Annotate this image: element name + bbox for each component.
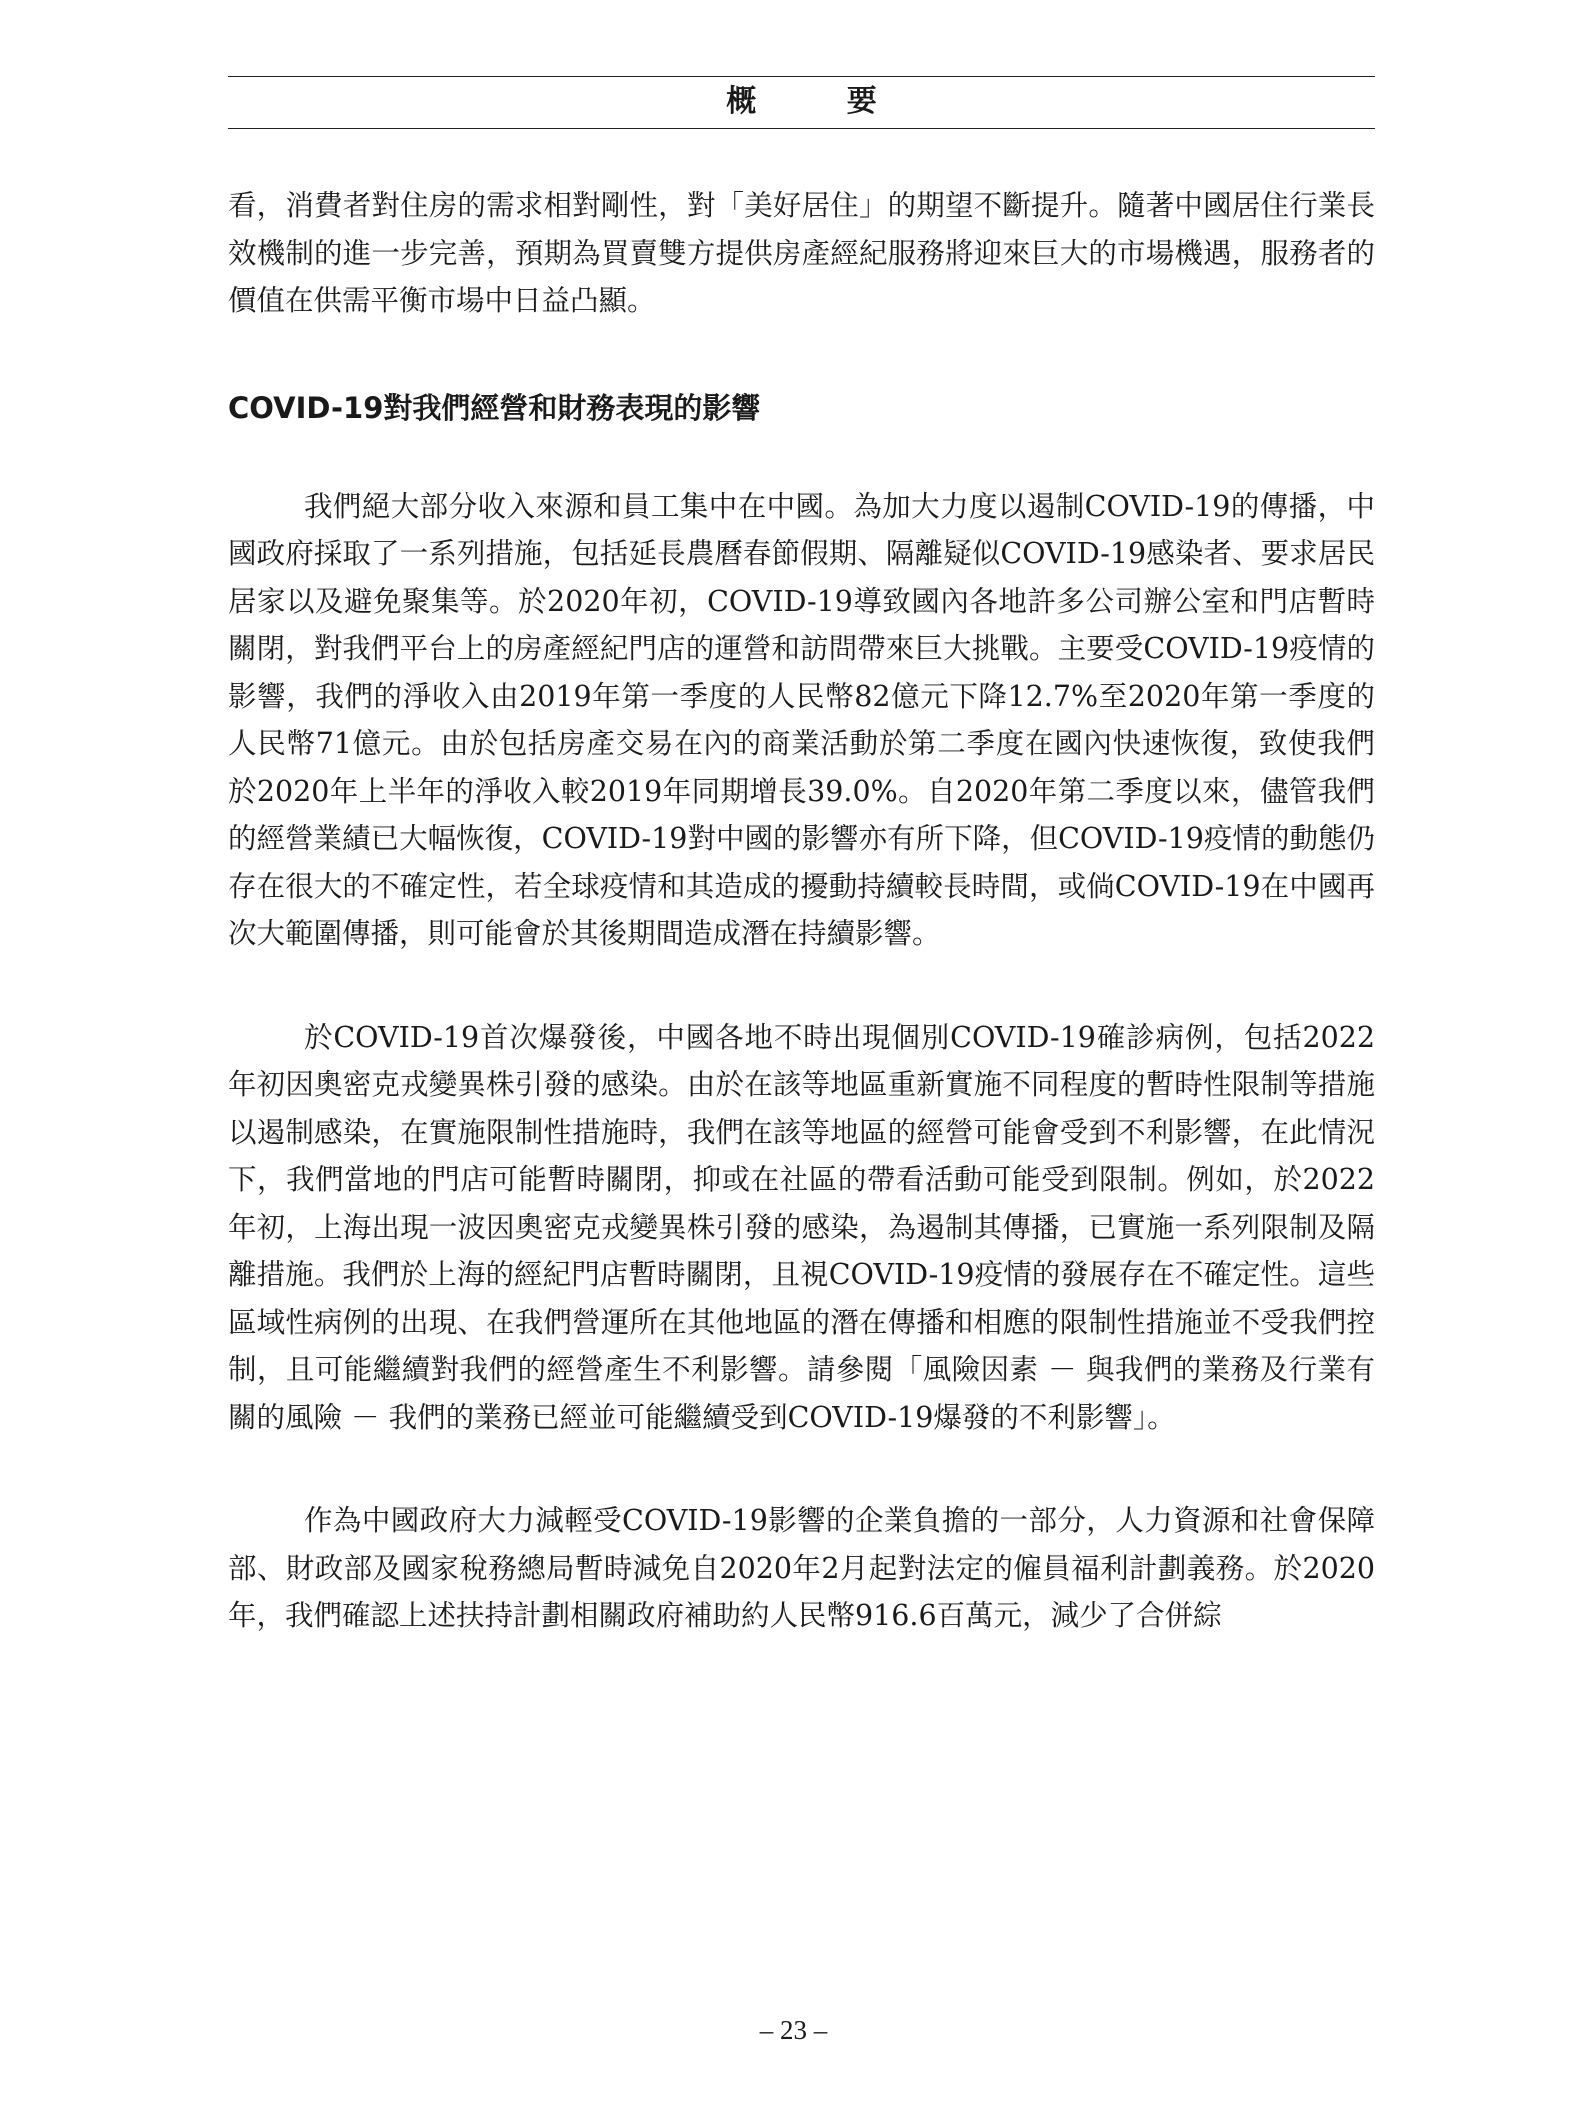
page-number: – 23 –	[759, 2015, 828, 2045]
section-heading: COVID-19對我們經營和財務表現的影響	[228, 390, 761, 425]
intro-paragraph: 看，消費者對住房的需求相對剛性，對「美好居住」的期望不斷提升。隨著中國居住行業長效機制的進一步完善，預期為買賣雙方提供房產經紀服務將迎來巨大的市場機遇，服務者的價值在供需平衡市場中日益凸顯。	[228, 189, 1375, 317]
header-bottom-rule	[228, 128, 1375, 129]
paragraph-spacer	[228, 1441, 1375, 1497]
body-paragraph: 我們絕大部分收入來源和員工集中在中國。為加大力度以遏制COVID-19的傳播，中國政府採取了一系列措施，包括延長農曆春節假期、隔離疑似COVID-19感染者、要求居民居家以及避免聚集等。於2020年初，COVID-19導致國內各地許多公司辦公室和門店暫時關閉，對我們平台上的房產經紀門店的運營和訪問帶來巨大挑戰。主要受COVID-19疫情的影響，我們的淨收入由2019年第一季度的人民幣82億元下降12.7%至2020年第一季度的人民幣71億元。由於包括房產交易在內的商業活動於第二季度在國內快速恢復，致使我們於2020年上半年的淨收入較2019年同期增長39.0%。自2020年第二季度以來，儘管我們的經營業績已大幅恢復，COVID-19對中國的影響亦有所下降，但COVID-19疫情的動態仍存在很大的不確定性，若全球疫情和其造成的擾動持續較長時間，或倘COVID-19在中國再次大範圍傳播，則可能會於其後期間造成潛在持續影響。	[228, 489, 1375, 950]
body-paragraph: 作為中國政府大力減輕受COVID-19影響的企業負擔的一部分，人力資源和社會保障部、財政部及國家稅務總局暫時減免自2020年2月起對法定的僱員福利計劃義務。於2020年，我們確認上述扶持計劃相關政府補助約人民幣916.6百萬元，減少了合併綜	[228, 1504, 1375, 1632]
document-body	[228, 182, 1375, 1640]
body-paragraph: 於COVID-19首次爆發後，中國各地不時出現個別COVID-19確診病例，包括2022年初因奧密克戎變異株引發的感染。由於在該等地區重新實施不同程度的暫時性限制等措施以遏制感染，在實施限制性措施時，我們在該等地區的經營可能會受到不利影響，在此情況下，我們當地的門店可能暫時關閉，抑或在社區的帶看活動可能受到限制。例如，於2022年初，上海出現一波因奧密克戎變異株引發的感染，為遏制其傳播，已實施一系列限制及隔離措施。我們於上海的經紀門店暫時關閉，且視COVID-19疫情的發展存在不確定性。這些區域性病例的出現、在我們營運所在其他地區的潛在傳播和相應的限制性措施並不受我們控制，且可能繼續對我們的經營產生不利影響。請參閱「風險因素 － 與我們的業務及行業有關的風險 － 我們的業務已經並可能繼續受到COVID-19爆發的不利影響」。	[228, 1020, 1375, 1434]
header-top-rule	[228, 76, 1375, 77]
page-header-title: 概 要	[726, 84, 917, 119]
paragraph-spacer	[228, 958, 1375, 1014]
